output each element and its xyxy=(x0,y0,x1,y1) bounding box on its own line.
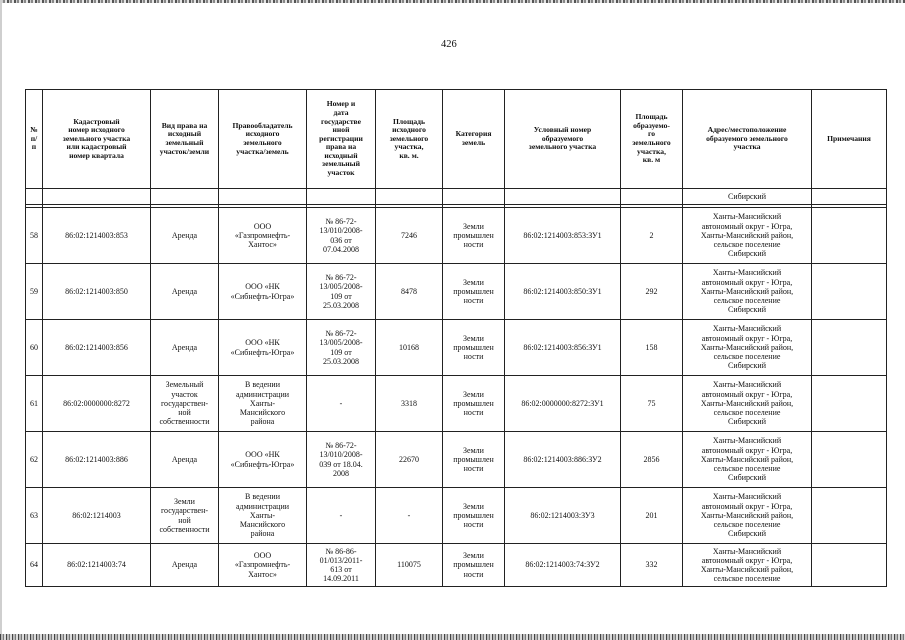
cell-right-type: Аренда xyxy=(151,432,219,488)
cell-category: Земли промышлен ности xyxy=(443,208,505,264)
cell-cadastral: 86:02:1214003:853 xyxy=(43,208,151,264)
cell-address: Ханты-Мансийский автономный округ - Югра, Ханты-Мансийский район, сельское поселение Сибирский xyxy=(683,376,812,432)
cell-cadastral: 86:02:1214003:850 xyxy=(43,264,151,320)
header-notes: Примечания xyxy=(812,90,887,189)
cell-notes xyxy=(812,488,887,544)
cell-cadastral: 86:02:1214003:856 xyxy=(43,320,151,376)
cell-right-type: Аренда xyxy=(151,544,219,587)
cell-notes xyxy=(812,544,887,587)
table-row xyxy=(26,320,887,376)
cell-cadastral: 86:02:0000000:8272 xyxy=(43,376,151,432)
cell-address: Ханты-Мансийский автономный округ - Югра, Ханты-Мансийский район, сельское поселение Сибирский xyxy=(683,320,812,376)
cell-holder: ООО «Газпромнефть- Хантос» xyxy=(219,208,307,264)
cell-category: Земли промышлен ности xyxy=(443,376,505,432)
cell-area: 7246 xyxy=(376,208,443,264)
table-header-row xyxy=(26,90,887,189)
cell-notes xyxy=(812,320,887,376)
cell-holder: ООО «Газпромнефть- Хантос» xyxy=(219,544,307,587)
scan-edge-top xyxy=(0,0,905,3)
scan-edge-left xyxy=(0,0,2,640)
cell-num: 62 xyxy=(26,432,43,488)
cell-area: 3318 xyxy=(376,376,443,432)
cell-cadastral: 86:02:1214003:886 xyxy=(43,432,151,488)
cell-right-type: Аренда xyxy=(151,320,219,376)
cell-address: Ханты-Мансийский автономный округ - Югра, Ханты-Мансийский район, сельское поселение Сибирский xyxy=(683,488,812,544)
header-new-area: Площадь образуемо- го земельного участка, кв. м xyxy=(621,90,683,189)
cell-registration: - xyxy=(307,376,376,432)
cell-new-area: 2856 xyxy=(621,432,683,488)
cell-num: 63 xyxy=(26,488,43,544)
cell-notes xyxy=(812,432,887,488)
cell-category: Земли промышлен ности xyxy=(443,544,505,587)
cell-area: 22670 xyxy=(376,432,443,488)
cell-cadastral: 86:02:1214003 xyxy=(43,488,151,544)
header-num: № п/ п xyxy=(26,90,43,189)
table-row xyxy=(26,208,887,264)
cell-address: Ханты-Мансийский автономный округ - Югра, Ханты-Мансийский район, сельское поселение Сибирский xyxy=(683,208,812,264)
cell-new-area: 201 xyxy=(621,488,683,544)
cell-holder: В ведении администрации Ханты- Мансийского района xyxy=(219,488,307,544)
cell-new-area: 292 xyxy=(621,264,683,320)
cell-right-type: Земельный участок государствен- ной собственности xyxy=(151,376,219,432)
table-row xyxy=(26,264,887,320)
cell-area: - xyxy=(376,488,443,544)
cell-new-number: 86:02:1214003:853:ЗУ1 xyxy=(505,208,621,264)
cell-new-number: 86:02:0000000:8272:ЗУ1 xyxy=(505,376,621,432)
cell-new-area: 2 xyxy=(621,208,683,264)
cell-cadastral: 86:02:1214003:74 xyxy=(43,544,151,587)
cell-notes xyxy=(812,208,887,264)
page-number: 426 xyxy=(441,39,457,50)
header-right-type: Вид права на исходный земельный участок/земли xyxy=(151,90,219,189)
cell-holder: ООО «НК «Сибнефть-Югра» xyxy=(219,264,307,320)
header-cadastral: Кадастровый номер исходного земельного участка или кадастровый номер квартала xyxy=(43,90,151,189)
cell-new-number: 86:02:1214003:856:ЗУ1 xyxy=(505,320,621,376)
cell-registration: № 86-72- 13/010/2008- 036 от 07.04.2008 xyxy=(307,208,376,264)
cell-notes xyxy=(812,264,887,320)
header-new-number: Условный номер образуемого земельного участка xyxy=(505,90,621,189)
continuation-row xyxy=(26,189,887,205)
cell-num: 64 xyxy=(26,544,43,587)
cell-area: 8478 xyxy=(376,264,443,320)
cell-right-type: Аренда xyxy=(151,264,219,320)
cell-new-area: 158 xyxy=(621,320,683,376)
cell-category: Земли промышлен ности xyxy=(443,488,505,544)
cell-notes xyxy=(812,376,887,432)
cell-new-number: 86:02:1214003:850:ЗУ1 xyxy=(505,264,621,320)
header-category: Категория земель xyxy=(443,90,505,189)
cell-registration: № 86-72- 13/005/2008- 109 от 25.03.2008 xyxy=(307,320,376,376)
cell-address: Ханты-Мансийский автономный округ - Югра, Ханты-Мансийский район, сельское поселение Сибирский xyxy=(683,432,812,488)
land-plots-table xyxy=(25,89,887,587)
cell-holder: ООО «НК «Сибнефть-Югра» xyxy=(219,320,307,376)
table-row xyxy=(26,544,887,587)
header-address: Адрес/местоположение образуемого земельного участка xyxy=(683,90,812,189)
header-area: Площадь исходного земельного участка, кв. м. xyxy=(376,90,443,189)
scan-edge-bottom xyxy=(0,634,905,640)
cell-area: 110075 xyxy=(376,544,443,587)
cell-right-type: Аренда xyxy=(151,208,219,264)
cell-address: Ханты-Мансийский автономный округ - Югра, Ханты-Мансийский район, сельское поселение xyxy=(683,544,812,587)
table-row xyxy=(26,432,887,488)
cell-address: Ханты-Мансийский автономный округ - Югра, Ханты-Мансийский район, сельское поселение Сибирский xyxy=(683,264,812,320)
cell-num: 60 xyxy=(26,320,43,376)
cell-new-number: 86:02:1214003:886:ЗУ2 xyxy=(505,432,621,488)
cell-area: 10168 xyxy=(376,320,443,376)
continuation-address: Сибирский xyxy=(683,189,812,205)
table-row xyxy=(26,376,887,432)
cell-right-type: Земли государствен- ной собственности xyxy=(151,488,219,544)
cell-new-number: 86:02:1214003:ЗУ3 xyxy=(505,488,621,544)
cell-num: 58 xyxy=(26,208,43,264)
cell-new-area: 75 xyxy=(621,376,683,432)
cell-holder: ООО «НК «Сибнефть-Югра» xyxy=(219,432,307,488)
cell-registration: № 86-72- 13/005/2008- 109 от 25.03.2008 xyxy=(307,264,376,320)
cell-holder: В ведении администрации Ханты- Мансийского района xyxy=(219,376,307,432)
cell-new-number: 86:02:1214003:74:ЗУ2 xyxy=(505,544,621,587)
cell-num: 61 xyxy=(26,376,43,432)
header-registration: Номер и дата государстве нной регистрации права на исходный земельный участок xyxy=(307,90,376,189)
cell-new-area: 332 xyxy=(621,544,683,587)
cell-category: Земли промышлен ности xyxy=(443,432,505,488)
cell-registration: № 86-86- 01/013/2011- 613 от 14.09.2011 xyxy=(307,544,376,587)
table-row xyxy=(26,488,887,544)
header-holder: Правообладатель исходного земельного участка/земель xyxy=(219,90,307,189)
cell-category: Земли промышлен ности xyxy=(443,320,505,376)
cell-registration: № 86-72- 13/010/2008- 039 от 18.04. 2008 xyxy=(307,432,376,488)
cell-registration: - xyxy=(307,488,376,544)
cell-category: Земли промышлен ности xyxy=(443,264,505,320)
cell-num: 59 xyxy=(26,264,43,320)
